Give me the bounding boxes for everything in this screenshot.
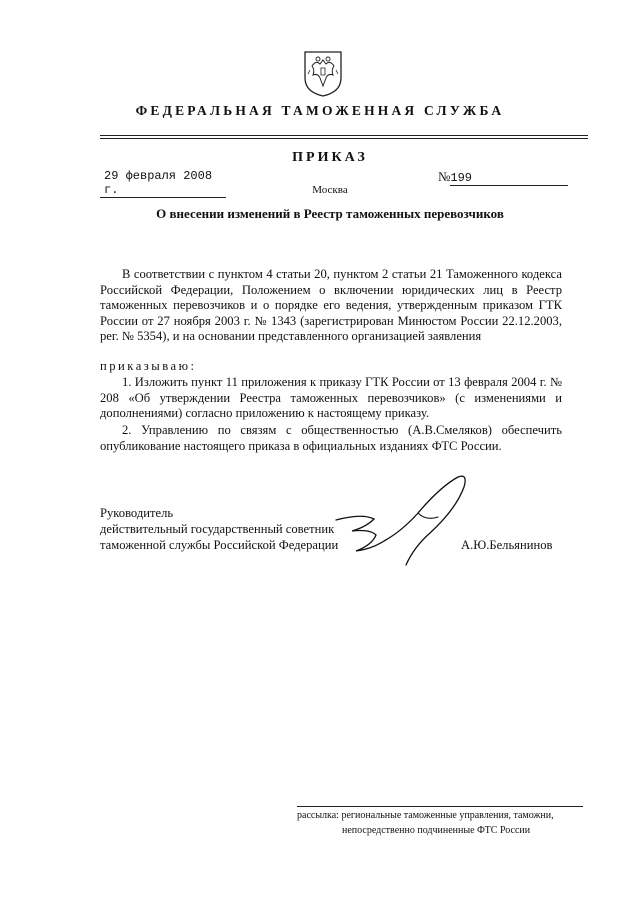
number-value: 199 [450, 171, 568, 186]
order-date: 29 февраля 2008 г. [100, 169, 226, 198]
preamble-paragraph: В соответствии с пунктом 4 статьи 20, пунктом 2 статьи 21 Таможенного кодекса Российской Федерации, Положением о включении юридических лиц в Реестр таможенных перевозчиков и о порядке его ведения, утвержденным приказом ГТК России от 27 ноября 2003 г. № 1343 (зарегистрирован Минюстом России 22.12.2003, рег. № 5354), и на основании представленного организацией заявления [100, 267, 562, 343]
city: Москва [312, 184, 348, 196]
signatory-title-line-3: таможенной службы Российской Федерации [100, 538, 339, 552]
number-sign: № [438, 169, 451, 184]
header-divider [100, 135, 588, 136]
order-word: приказываю: [100, 359, 197, 373]
signatory-title-line-1: Руководитель [100, 506, 174, 520]
order-item-1: 1. Изложить пункт 11 приложения к приказу ГТК России от 13 февраля 2004 г. № 208 «Об утверждении Реестра таможенных перевозчиков» (с изменениями и дополнениями) согласно приложению к настоящему приказу. [100, 375, 562, 420]
document-type: ПРИКАЗ [292, 150, 368, 165]
handwritten-signature [322, 465, 482, 570]
agency-name: ФЕДЕРАЛЬНАЯ ТАМОЖЕННАЯ СЛУЖБА [135, 103, 505, 118]
signatory-title-line-2: действительный государственный советник [100, 522, 335, 536]
signatory-name: А.Ю.Бельянинов [461, 538, 553, 552]
coat-of-arms-emblem [300, 48, 346, 98]
header-divider-thin [100, 138, 588, 139]
distribution-line-1: рассылка: региональные таможенные управления, таможни, [297, 810, 554, 821]
distribution-line-2: непосредственно подчиненные ФТС России [342, 825, 531, 836]
order-subject: О внесении изменений в Реестр таможенных перевозчиков [156, 206, 504, 221]
order-item-2: 2. Управлению по связям с общественностью (А.В.Смеляков) обеспечить опубликование настоящего приказа в официальных изданиях ФТС России. [100, 423, 562, 453]
distribution-divider [297, 806, 583, 807]
